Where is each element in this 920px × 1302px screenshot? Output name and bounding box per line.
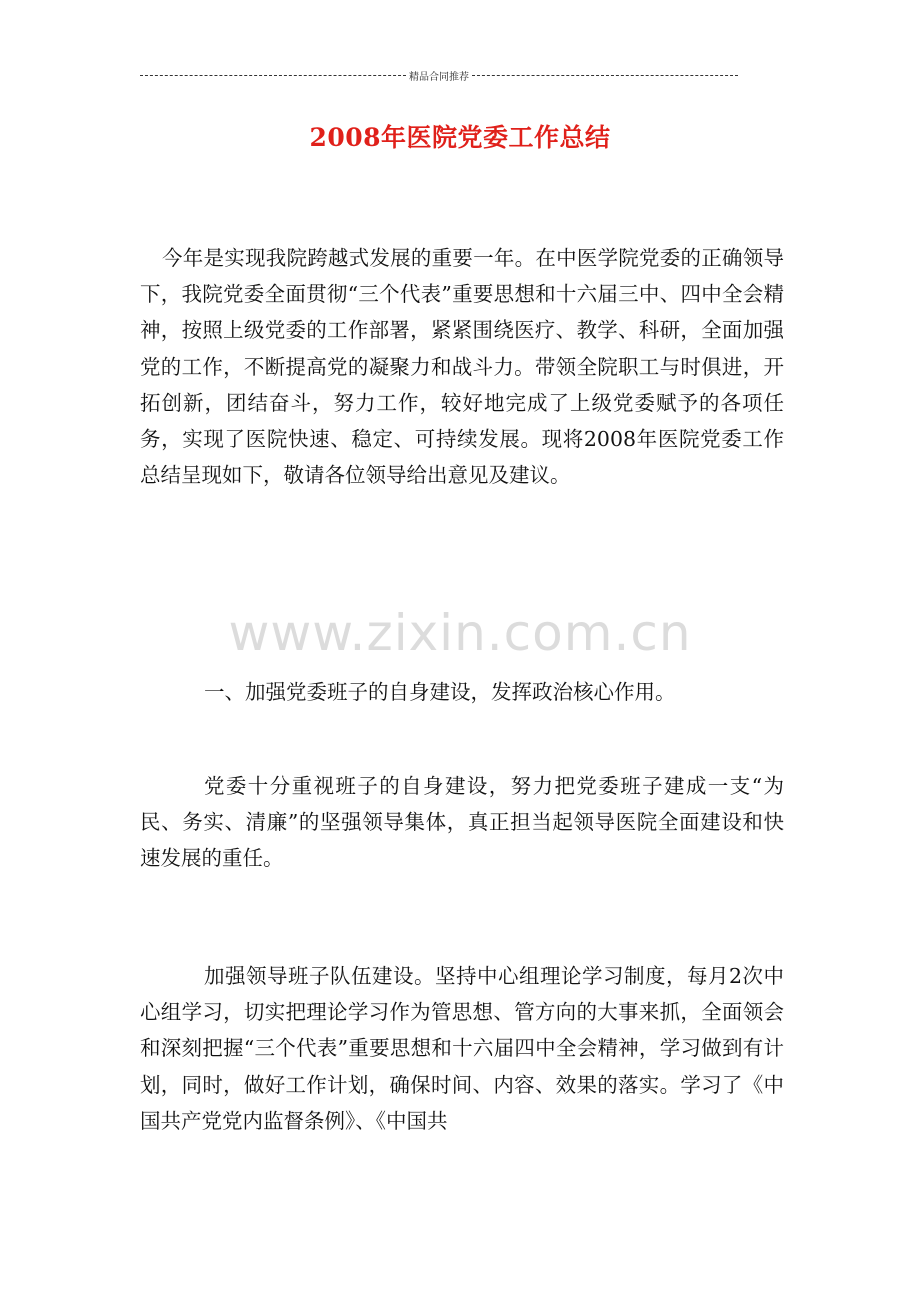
header-dash-right	[472, 75, 738, 76]
paragraph-leadership: 加强领导班子队伍建设。坚持中心组理论学习制度，每月2次中心组学习，切实把理论学习作为管思想、管方向的大事来抓，全面领会和深刻把握“三个代表”重要思想和十六届四中全会精神，学习做到有计划，同时，做好工作计划，确保时间、内容、效果的落实。学习了《中国共产党党内监督条例》、《中国共	[140, 964, 784, 1133]
watermark: www.zixin.com.cn	[228, 604, 692, 662]
header-label: 精品合同推荐	[409, 71, 469, 83]
page-header-rule	[140, 66, 738, 84]
paragraph-intro: 今年是实现我院跨越式发展的重要一年。在中医学院党委的正确领导下，我院党委全面贯彻“三个代表”重要思想和十六届三中、四中全会精神，按照上级党委的工作部署，紧紧围绕医疗、教学、科研，全面加强党的工作，不断提高党的凝聚力和战斗力。带领全院职工与时俱进，开拓创新，团结奋斗，努力工作，较好地完成了上级党委赋予的各项任务，实现了医院快速、稳定、可持续发展。现将2008年医院党委工作总结呈现如下，敬请各位领导给出意见及建议。	[140, 246, 784, 488]
document-title: 2008年医院党委工作总结	[309, 123, 611, 152]
header-dash-left	[140, 75, 406, 76]
section-heading-1: 一、加强党委班子的自身建设，发挥政治核心作用。	[204, 680, 676, 704]
paragraph-team-building: 党委十分重视班子的自身建设，努力把党委班子建成一支“为民、务实、清廉”的坚强领导集体，真正担当起领导医院全面建设和快速发展的重任。	[140, 774, 784, 871]
